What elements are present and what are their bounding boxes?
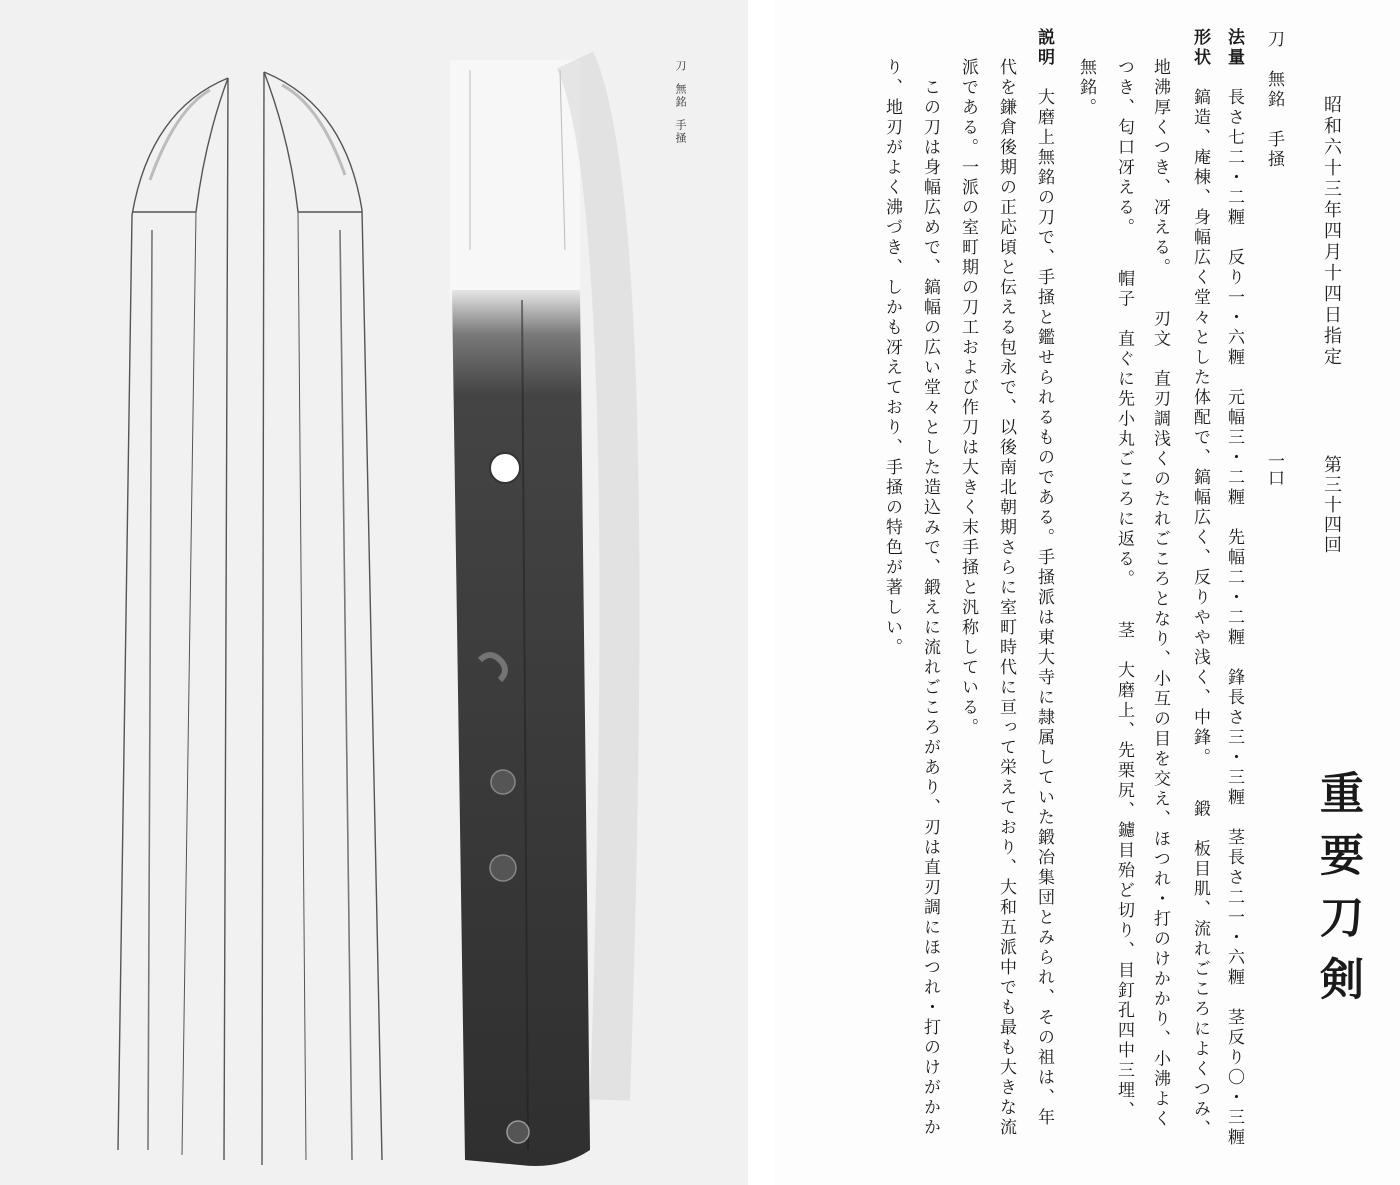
- caption-attribution: 手掻: [674, 119, 687, 145]
- caption-mei: 無銘: [674, 83, 687, 109]
- text-column-3: [1148, 58, 1172, 1130]
- text-column-10: [880, 58, 904, 658]
- text-column-6: [1032, 28, 1056, 1128]
- blade-left: [118, 78, 228, 1160]
- label-keijou: 形状: [1190, 28, 1210, 68]
- caption-type: 刀: [674, 60, 687, 73]
- column-1-text: 長さ七二・二糎 反り一・六糎 元幅三・二糎 先幅二・二糎 鋒長さ三・三糎 茎長さ二一・六糎 茎反り〇・三糎: [1224, 88, 1244, 1148]
- text-column-2: [1188, 28, 1212, 1140]
- column-2-text: 鎬造、庵棟、身幅広く堂々とした体配で、鎬幅広く、反りやや浅く、中鋒。 鍛 板目肌、流れごころによくつみ、: [1190, 88, 1210, 1140]
- item-name: 刀 無銘 手掻: [1264, 30, 1284, 170]
- item-count: 一口: [1264, 452, 1284, 486]
- column-10-text: り、地刃がよく沸づき、しかも冴えており、手掻の特色が著しい。: [882, 58, 902, 658]
- column-6-text: 大磨上無銘の刀で、手掻と鑑せられるものである。手掻派は東大寺に隷属していた鍛冶集団とみられ、その祖は、年: [1034, 88, 1054, 1128]
- page-title: 重要刀剣: [1312, 770, 1363, 1018]
- oshigata-caption: [672, 60, 688, 145]
- column-3-text: 地沸厚くつき、冴える。 刃文 直刃調浅くのたれごころとなり、小互の目を交え、ほつれ・打のけかかり、小沸よく: [1150, 58, 1170, 1130]
- text-column-8: [956, 58, 980, 738]
- column-4-text: つき、匂口冴える。 帽子 直ぐに先小丸ごころに返る。 茎 大磨上、先栗尻、鑢目殆ど切り、目釘孔四中三埋、: [1114, 58, 1134, 1121]
- text-column-5: [1074, 58, 1098, 118]
- column-5-text: 無銘。: [1076, 58, 1096, 118]
- nakago-rubbing: [450, 60, 619, 1166]
- page-gutter: [748, 0, 774, 1185]
- text-column-1: [1222, 28, 1246, 1148]
- blade-right: [262, 72, 382, 1165]
- text-column-9: [918, 58, 942, 1138]
- column-8-text: 派である。一派の室町期の刀工および作刀は大きく末手掻と汎称している。: [958, 58, 978, 738]
- column-7-text: 代を鎌倉後期の正応頃と伝える包永で、以後南北朝期さらに室町時代に亘って栄えており、大和五派中でも最も大きな流: [996, 58, 1016, 1138]
- label-setsumei: 説明: [1034, 28, 1054, 68]
- column-9-text: この刀は身幅広めで、鎬幅の広い堂々とした造込みで、鍛えに流れごころがあり、刃は直刃調にほつれ・打のけがかか: [920, 58, 940, 1138]
- text-column-7: [994, 58, 1018, 1138]
- text-column-4: [1112, 58, 1136, 1121]
- label-houryou: 法量: [1224, 28, 1244, 68]
- designation-date: 昭和六十三年四月十四日指定: [1321, 95, 1342, 368]
- session-number: 第三十四回: [1321, 455, 1342, 555]
